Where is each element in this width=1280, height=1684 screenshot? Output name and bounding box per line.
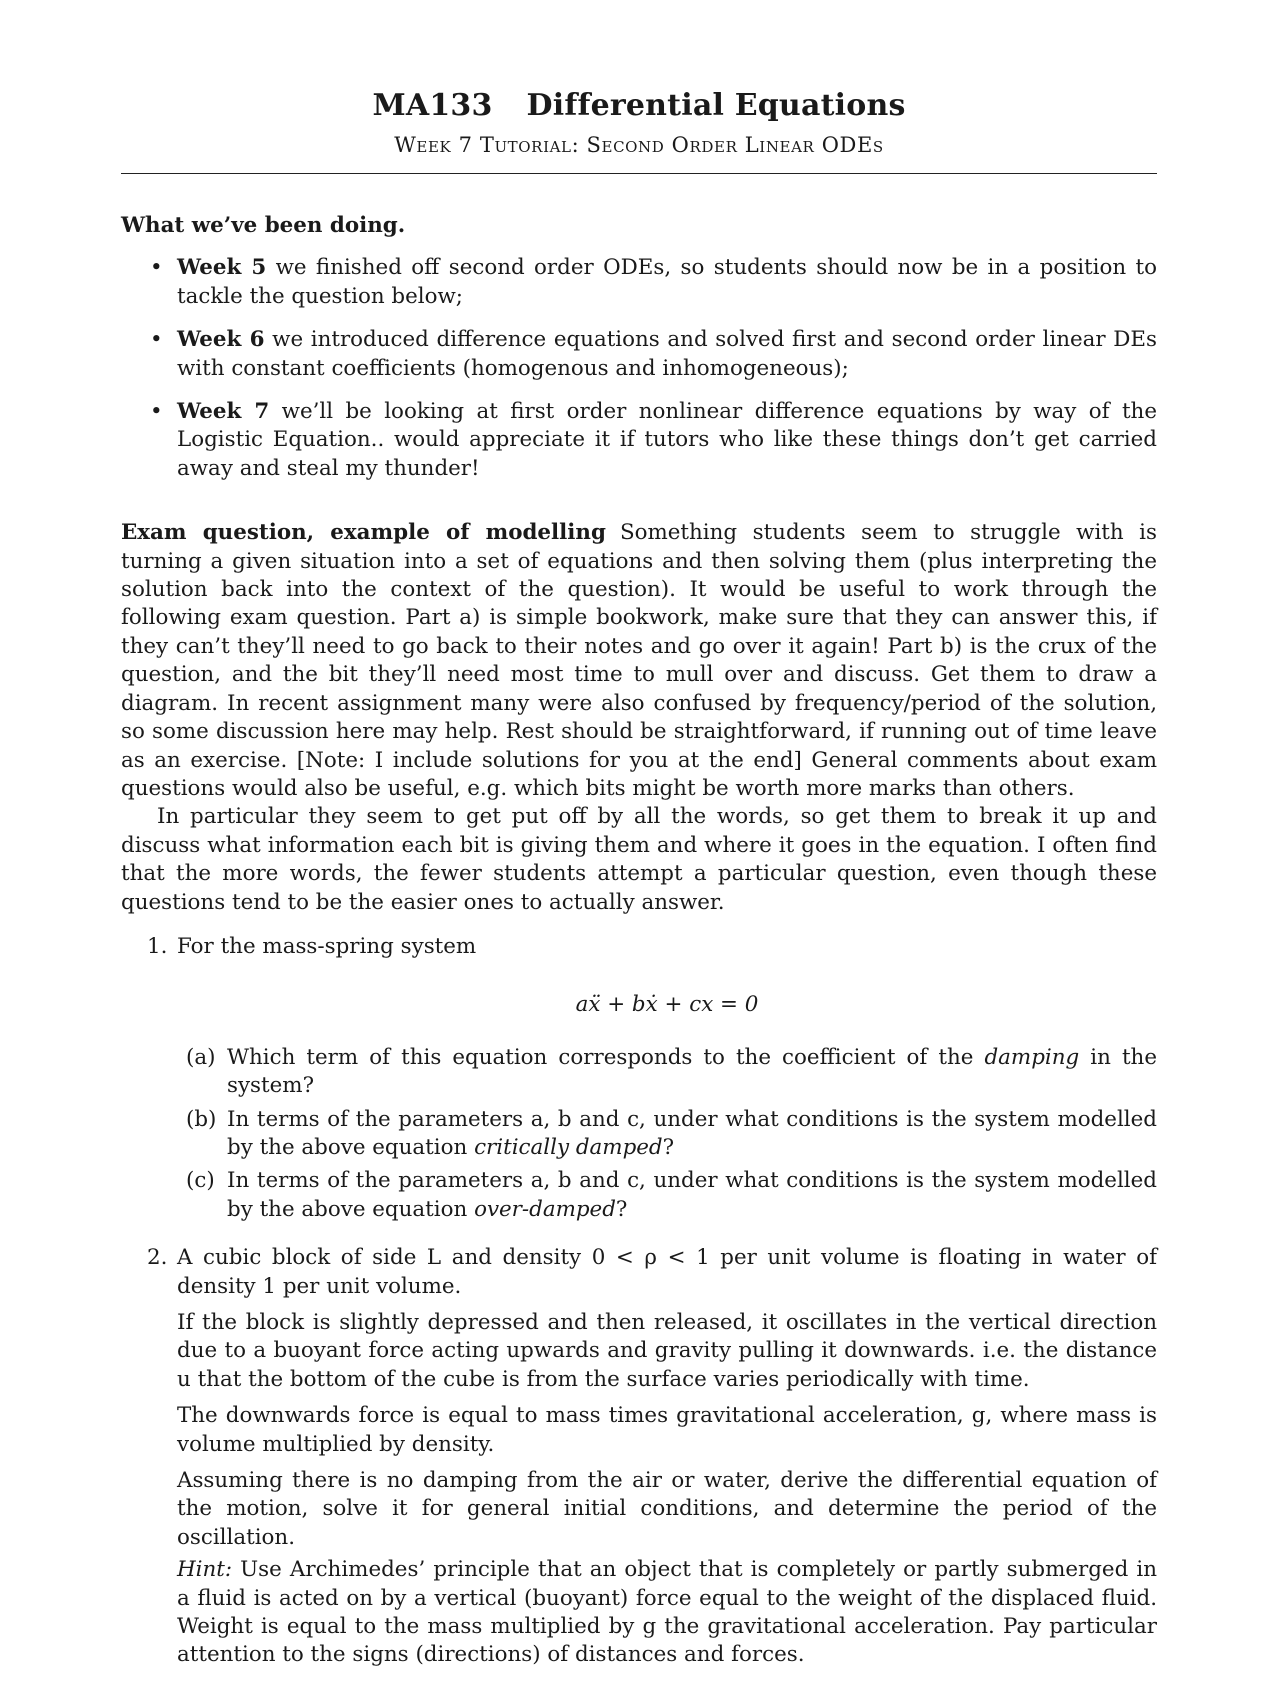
course-code: MA133: [372, 88, 493, 123]
question-list: [121, 933, 1157, 1670]
weeks-list: [121, 254, 1157, 483]
emphasis: damping: [984, 1044, 1080, 1070]
hint-label: Hint:: [177, 1557, 233, 1583]
subquestion: [177, 1167, 1157, 1224]
subquestion-text-end: ?: [662, 1134, 675, 1160]
question-2: [121, 1244, 1157, 1670]
question-paragraph: Assuming there is no damping from the air or water, derive the differential equation of the motion, solve it for general initial conditions, and determine the period of the oscillation.: [177, 1468, 1157, 1550]
document-page: [121, 0, 1157, 1684]
course-title: [121, 88, 1157, 123]
week-text: we’ll be looking at first order nonlinear difference equations by way of the Logistic Equation.. would appreciate it if tutors who like these things don’t get carried away and steal my thunder!: [177, 399, 1157, 481]
subquestion: [177, 1044, 1157, 1101]
subquestion-text: Which term of this equation corresponds to the coefficient of the: [227, 1044, 985, 1070]
title-rule: [121, 173, 1157, 174]
week-label: Week 6: [177, 327, 265, 353]
list-item: [150, 254, 1157, 311]
week-text: we introduced difference equations and solved first and second order linear DEs with constant coefficients (homogenous and inhomogeneous);: [177, 327, 1158, 381]
question-intro: For the mass-spring system: [177, 933, 477, 959]
list-item: [150, 326, 1158, 383]
hint-text: Use Archimedes’ principle that an object that is completely or partly submerged in a fluid is acted on by a vertical (buoyant) force equal to the weight of the displaced fluid. Weight is equal to the mass multiplied by g the gravitational acceleration. Pay particular attention to the signs (directions) of distances and forces.: [177, 1557, 1157, 1668]
doing-heading: What we’ve been doing.: [121, 213, 406, 238]
question-number: 1.: [147, 933, 168, 959]
subquestion-label: (b): [186, 1106, 217, 1132]
subquestion: [177, 1106, 1157, 1163]
equation: aẍ + bẋ + cx = 0: [575, 992, 759, 1018]
hint-paragraph: [177, 1556, 1157, 1670]
week-label: Week 7: [177, 399, 270, 425]
tutorial-subtitle: Week 7 Tutorial: Second Order Linear ODEs: [394, 133, 884, 157]
subquestion-list: [177, 1044, 1157, 1224]
question-number: 2.: [147, 1245, 168, 1271]
subquestion-label: (c): [186, 1168, 215, 1194]
bullet-icon: •: [150, 255, 163, 281]
subquestion-text: In terms of the parameters a, b and c, under what conditions is the system modelled by the above equation: [227, 1106, 1157, 1160]
subquestion-label: (a): [186, 1044, 216, 1070]
course-name: Differential Equations: [526, 88, 906, 123]
exam-heading: Exam question, example of modelling: [121, 520, 606, 546]
bullet-icon: •: [150, 327, 163, 353]
emphasis: over-damped: [474, 1196, 616, 1222]
exam-paragraph: [121, 519, 1157, 803]
week-text: we finished off second order ODEs, so students should now be in a position to tackle the question below;: [177, 255, 1157, 309]
exam-text: Something students seem to struggle with is turning a given situation into a set of equations and then solving them (plus interpreting the solution back into the context of the question). It would be useful to work through the following exam question. Part a) is simple bookwork, make sure that they can answer this, if they can’t they’ll need to go back to their notes and go over it again! Part b) is the crux of the question, and the bit they’ll need most time to mull over and discuss. Get them to draw a diagram. In recent assignment many were also confused by frequency/period of the solution, so some discussion here may help. Rest should be straightforward, if running out of time leave as an exercise. [Note: I include solutions for you at the end] General comments about exam questions would also be useful, e.g. which bits might be worth more marks than others.: [121, 520, 1157, 801]
exam-paragraph-2: In particular they seem to get put off by all the words, so get them to break it up and discuss what information each bit is giving them and where it goes in the equation. I often find that the more words, the fewer students attempt a particular question, even though these questions tend to be the easier ones to actually answer.: [121, 804, 1157, 915]
subquestion-text: In terms of the parameters a, b and c, under what conditions is the system modelled by the above equation: [227, 1168, 1157, 1222]
week-label: Week 5: [177, 255, 267, 281]
question-paragraph: A cubic block of side L and density 0 < ρ < 1 per unit volume is floating in water of density 1 per unit volume.: [177, 1245, 1157, 1299]
subquestion-text-end: in the system?: [227, 1044, 1157, 1099]
bullet-icon: •: [150, 399, 163, 425]
emphasis: critically damped: [474, 1134, 663, 1160]
question-paragraph: If the block is slightly depressed and then released, it oscillates in the vertical direction due to a buoyant force acting upwards and gravity pulling it downwards. i.e. the distance u that the bottom of the cube is from the surface varies periodically with time.: [177, 1310, 1157, 1392]
subquestion-text-end: ?: [615, 1196, 628, 1222]
question-paragraph: The downwards force is equal to mass times gravitational acceleration, g, where mass is volume multiplied by density.: [177, 1403, 1157, 1457]
question-1: [121, 933, 1157, 1224]
list-item: [150, 398, 1157, 483]
